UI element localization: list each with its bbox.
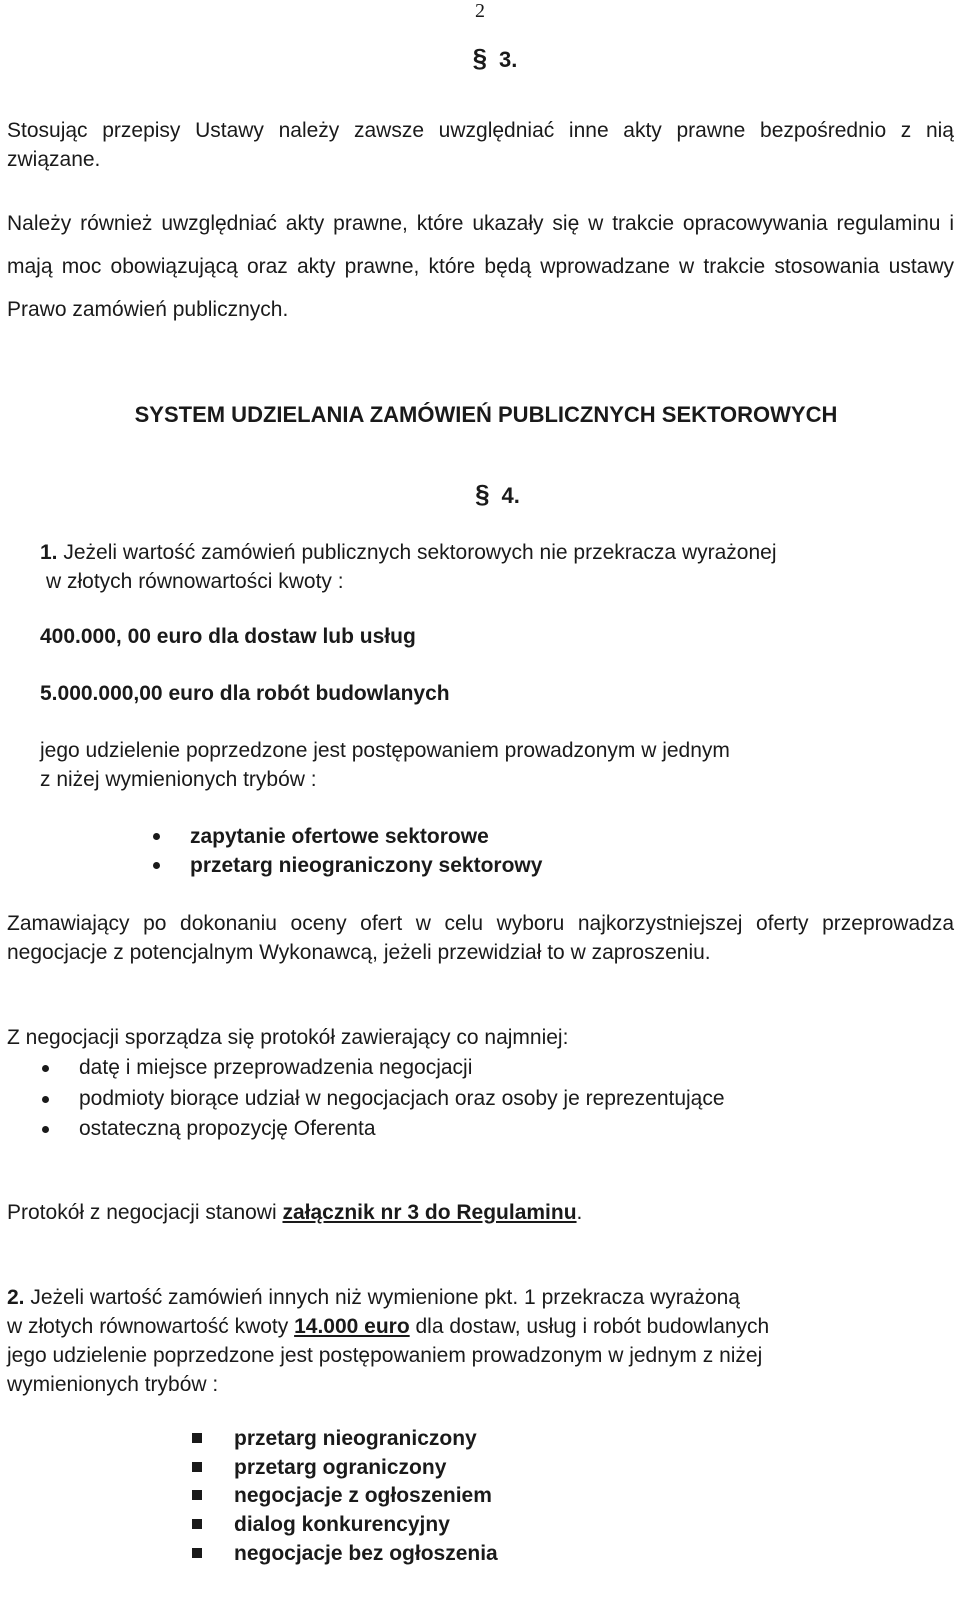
attachment-suffix: . [576,1201,583,1224]
list-item: negocjacje bez ogłoszenia [234,1540,498,1569]
protocol-intro: Z negocjacji sporządza się protokół zawierający co najmniej: [7,1026,569,1049]
item-2-line-2-suffix: dla dostaw, usług i robót budowlanych [409,1315,770,1338]
threshold-works: 5.000.000,00 euro dla robót budowlanych [40,682,450,705]
system-heading: SYSTEM UDZIELANIA ZAMÓWIEŃ PUBLICZNYCH SEKTOROWYCH [134,402,838,427]
item-1-line-2: w złotych równowartości kwoty : [46,570,344,593]
attachment-link: załącznik nr 3 do Regulaminu [282,1201,577,1224]
section-symbol: § [472,43,488,73]
item-1-modes-list [190,822,542,880]
section-symbol: § [475,479,490,509]
item-2-amount: 14.000 euro [294,1315,410,1338]
threshold-supplies: 400.000, 00 euro dla dostaw lub usług [40,625,416,648]
section-number: 4. [501,483,520,508]
section-number: 3. [499,47,518,72]
item-2-text [7,1283,954,1399]
list-item: dialog konkurencyjny [234,1511,498,1540]
list-item: podmioty biorące udział w negocjacjach oraz osoby je reprezentujące [79,1084,725,1115]
item-1-number: 1. [40,541,58,564]
list-item: ostateczną propozycję Oferenta [79,1114,725,1145]
item-2-number: 2. [7,1286,25,1309]
list-item: datę i miejsce przeprowadzenia negocjacji [79,1053,725,1084]
item-2-line-3: jego udzielenie poprzedzone jest postępowaniem prowadzonym w jednym z niżej [7,1344,763,1367]
item-2-line-1: Jeżeli wartość zamówień innych niż wymienione pkt. 1 przekracza wyrażoną [24,1286,740,1309]
page-number: 2 [475,0,485,22]
item-1-text [40,538,940,596]
list-item: zapytanie ofertowe sektorowe [190,822,542,851]
item-2-line-4: wymienionych trybów : [7,1373,219,1396]
item-1-intro-line-2: z niżej wymienionych trybów : [40,768,317,791]
item-2-modes-list [234,1425,498,1569]
item-1-intro-line-1: jego udzielenie poprzedzone jest postępowaniem prowadzonym w jednym [40,739,730,762]
item-2-line-2-prefix: w złotych równowartość kwoty [7,1315,295,1338]
item-1-intro [40,736,940,794]
list-item: przetarg nieograniczony [234,1425,498,1454]
item-1-line-1: Jeżeli wartość zamówień publicznych sektorowych nie przekracza wyrażonej [63,541,777,564]
list-item: przetarg nieograniczony sektorowy [190,851,542,880]
attachment-prefix: Protokół z negocjacji stanowi [7,1201,283,1224]
list-item: przetarg ograniczony [234,1454,498,1483]
section-4-heading [0,480,960,510]
section-3-paragraph-2: Należy również uwzględniać akty prawne, które ukazały się w trakcie opracowywania regulaminu i mają moc obowiązującą oraz akty prawne, które będą wprowadzane w trakcie stosowania ustawy Prawo zamówień publicznych. [7,212,954,321]
section-3-heading [0,44,960,74]
protocol-items-list [79,1053,725,1145]
negotiation-paragraph: Zamawiający po dokonaniu oceny ofert w celu wyboru najkorzystniejszej oferty przeprowadza negocjacje z potencjalnym Wykonawcą, jeżeli przewidział to w zaproszeniu. [7,912,954,964]
attachment-reference [7,1198,582,1227]
section-3-paragraph-1: Stosując przepisy Ustawy należy zawsze uwzględniać inne akty prawne bezpośrednio z nią związane. [7,119,954,171]
list-item: negocjacje z ogłoszeniem [234,1482,498,1511]
